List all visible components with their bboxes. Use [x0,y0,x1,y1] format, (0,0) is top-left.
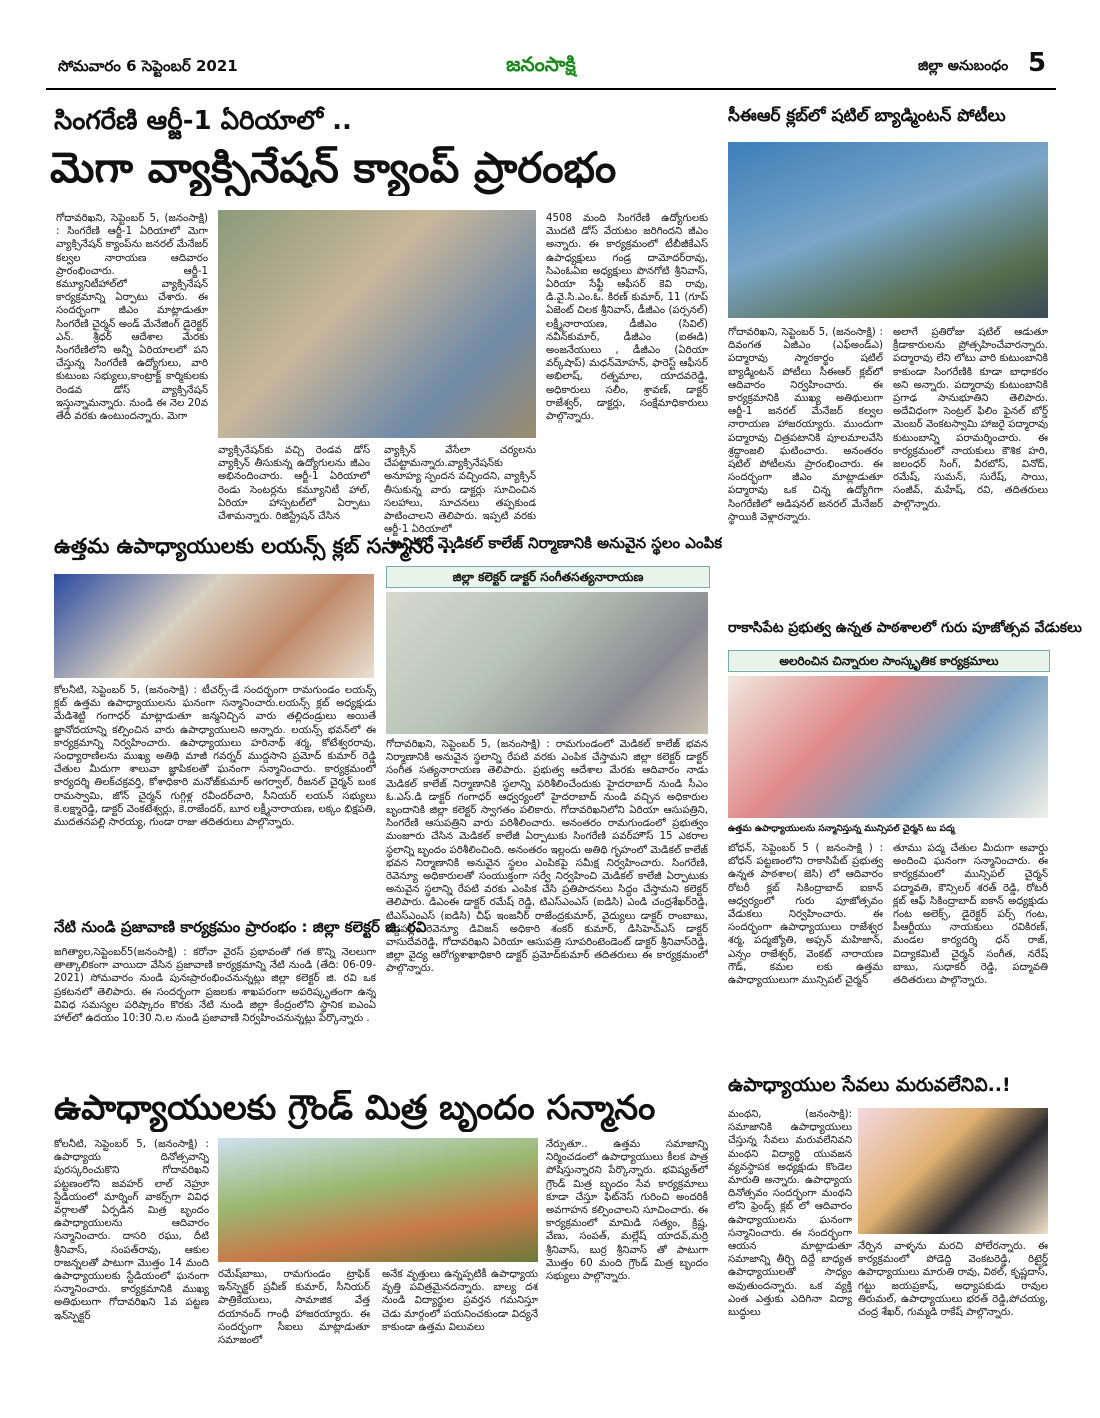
badminton-photo [728,142,1048,318]
medical-body: గోదావరిఖని, సెప్టెంబర్ 5, (జనంసాక్షి) : రామగుండంలో మెడికల్ కాలేజ్ భవన నిర్మాణానికి అనువైన స్థలాన్ని రేపటి వరకు ఎంపిక చేస్తామని జిల్లా కలెక్టర్ డాక్టర్ సంగీత సత్యనారాయణ తెలిపారు. ప్రభుత్వ ఆదేశాల మేరకు ఆదివారం నాడు మెడికల్ కాలేజ్ నిర్మాణానికి స్థలాన్ని పరిశీలించేందుకు హైదరాబాద్ నుండి సీఎం ఓ.ఎస్.డి డాక్టర్ గంగాధర్ ఆధ్వర్యంలో హైదరాబాద్ నుండి వచ్చిన అధికారుల బృందానికి జిల్లా కలెక్టర్ స్వాగతం పలికారు. గోదావరిఖనిలోని ఏరియా ఆసుపత్రిని, సింగరేణి ఆసుపత్రిని వారు పరిశీలించారు. అనంతరం రామగుండంలో ప్రభుత్వం మంజూరు చేసిన మెడికల్ కాలేజీ ఏర్పాటుకు సింగరేణి పవర్‌హౌస్ 15 ఎకరాల స్థలాన్ని బృందం పరిశీలించింది. అనంతరం ఇల్లందు అతిథి గృహంలో మెడికల్ కాలేజ్ భవన నిర్మాణానికి అనువైన స్థలం ఎంపికపై సమీక్ష నిర్వహించారు. సింగరేణి, రెవెన్యూ అధికారులతో సంయుక్తంగా సర్వే నిర్వహించి మెడికల్ కాలేజీ ఏర్పాటుకు అనువైన స్థలాన్ని రేపటి వరకు ఎంపిక చేసి ప్రతిపాదనలు సిద్ధం చేస్తామని కలెక్టర్ తెలిపారు. డిఎంఈ డాక్టర్ రమేష్ రెడ్డి, టిఎస్ఎంఎస్ (ఐడిసి) ఎండి చంద్రశేఖర్‌రెడ్డి, టిఎస్ఎంఎస్ (ఐడిసి) చీఫ్ ఇంజనీర్ రాజేంద్రకుమార్, వైద్యులు డాక్టర్ రాంబాబు, పెద్దపల్లి రెవెన్యూ డివిజన్ అధికారి శంకర్ కుమార్, డిసిహెచ్ఎస్ డాక్టర్ వాసుదేవరెడ్డి, గోదావరిఖని ఏరియా ఆసుపత్రి సూపరింటెండెంట్ డాక్టర్ శ్రీనివాస్‌రెడ్డి, జిల్లా వైద్య ఆరోగ్యశాఖాధికారి డాక్టర్ ప్రమోద్‌కుమార్ తదితరులు ఈ కార్యక్రమంలో పాల్గొన్నారు. [386,739,708,975]
grand-photo [218,1138,538,1262]
lions-body: కోలనీటి, సెప్టెంబర్ 5, (జనంసాక్షి) : టీచర్స్-డే సందర్భంగా రామగుండం లయన్స్ క్లబ్ ఉత్తమ ఉపాధ్యాయులను ఘనంగా సన్మానించారు.లయన్స్ క్లబ్ అధ్యక్షుడు మేడిశెట్టి గంగాధర్ మాట్లాడుతూ జన్మనిచ్చిన వారు తల్లిదండ్రులు అయితే జ్ఞానోదయాన్ని కల్పించిన వారు ఉపాధ్యాయులని అన్నారు. లయన్స్ భవన్‌లో ఈ కార్యక్రమాన్ని నిర్వహించారు. ఉపాధ్యాయులు హరినాథ్ శర్మ, కోటేశ్వరరావు, సంధ్యారాణిలను ముఖ్య అతిథి మాజీ గవర్నర్ ముద్దసాని ప్రమోద్ కుమార్ రెడ్డి చేతుల మీదుగా శాలువా జ్ఞాపికలతో ఘనంగా సన్మానించారు. కార్యక్రమంలో కార్యదర్శి తిలక్‌చక్రవర్తి, కోశాధికారి మనోజ్‌కుమార్ అగర్వాల్, రీజనల్ చైర్మన్ బంక రామస్వామి, జోన్ చైర్మన్ గుగ్గిళ్ల రవీందర్‌చారి, సీనియర్ లయన్ సభ్యులు కె.లక్ష్మారెడ్డి, డాక్టర్ వెంకటేశ్వర్లు, కె.రాజేందర్, బూర లక్ష్మీనారాయణ, లక్కం భిక్షపతి, ముదతనపల్లి సారయ్య, గుండా రాజు తదితరులు పాల్గొన్నారు. [54,685,376,829]
gurupuja-headline: రాకాసిపేట ప్రభుత్వ ఉన్నత పాఠశాలలో గురు పూజోత్సవ వేడుకలు [728,620,1082,636]
badminton-col2: అలాగే ప్రతిరోజు షటిల్ ఆడుతూ క్రీడాకారులను ప్రోత్సహించేవారన్నారు. పద్మారావు లేని లోటు వారి కుటుంబానికి కాకుండా సింగరేణికి కూడా బాధాకరం అని అన్నారు. పద్మారావు కుటుంబానికి ప్రగాఢ సానుభూతిని తెలిపారు. అదేవిధంగా సెంట్రల్ ఫిలిం ఫైనల్ బోర్డ్ మెంబర్ వెంకటస్వామి హాజరై పద్మారావు కుటుంబాన్ని పరామర్శించారు. ఈ కార్యక్రమంలో నాయకులు కౌశిక హరి, జలంధర్ సింగ్, వీరబోస్, వినోద్, రమేష్, సుమన్, సురేష్, సాయి, సంజీవ్, మహేష్, రవి, తదితరులు పాల్గొన్నారు. [893,327,1048,510]
gurupuja-photo [728,676,1048,818]
vaccination-col4: 4508 మంది సింగరేణి ఉద్యోగులకు మొదటి డోస్ వేయటం జరిగిందని జీఎం అన్నారు. ఈ కార్యక్రమంలో టీబీజీకేఎస్ ఉపాధ్యక్షులు గండ్ర దామోదర్‌రావు, సిఎంఓఏఐ అధ్యక్షులు పొనగోటి శ్రీనివాస్, ఏరియా సేఫ్టీ ఆఫీసర్ కెవి రావు, డి.వై.సి.ఎం.ఓ. కిరణ్ కుమార్, 11 (గూప్ ఏజెంట్ చిలక శ్రీనివాస్, డీజీఎం (పర్సనల్) లక్ష్మీనారాయణ, డీజీఎం (సివిల్) నవీన్‌కుమార్, డీజీఎం (ఐఈడి) అంజనేయులు , డీజీఎం (ఏరియా వర్క్‌షాప్) మధన్‌మోహన్, ఫారెస్ట్ ఆఫీసర్ అభిలాష్, రత్నమాల, యాదవరెడ్డి, అధికారులు సలీం, శ్రావణ్, డాక్టర్ రాజేశ్వర్, డాక్టర్లు, సంక్షేమాధికారులు పాల్గొన్నారు. [546,213,708,423]
section-name: జిల్లా అనుబంధం [918,58,1009,74]
grand-col3: అనేక వృత్తులు ఉన్నప్పటికీ ఉపాధ్యాయ వృత్తి పవిత్రమైనదన్నారు. బాల్య దశ నుండి విద్యార్థుల ప్రవర్తన గమనిస్తూ చెడు మార్గంలో పయనించకుండా విద్యనే కాకుండా ఉత్తమ విలువలు [382,1269,538,1333]
gurupuja-col2: తూము పద్మ చేతుల మీదుగా అవార్డు అందించి ఘనంగా సన్మానించారు. ఈ కార్యక్రమంలో మున్సిపల్ చైర్మన్ పద్మావతి, కౌన్సిలర్ శరత్ రెడ్డి, రోటరీ క్లబ్ ఆఫ్ సికింద్రాబాద్ ఐకాన్ అధ్యక్షుడు గంట అలెక్స్, డైరెక్టర్ పర్స్ గంట, పీఆర్టీయు నాయకులు రవికిరణ్, మండల కార్యదర్శి ధన్ రాజ్, విద్యాకమిటీ చైర్మన్ సంగీత, నరేష్ బాబు, సుధాకర్ రెడ్డి, పద్మావతి తదితరులు పాల్గొన్నారు. [893,843,1048,987]
teachers-headline: ఉపాధ్యాయుల సేవలు మరువలేనివి..! [728,1074,1011,1096]
grand-col1: కోలనీటి, సెప్టెంబర్ 5, (జనంసాక్షి) : ఉపాధ్యాయ దినోత్సవాన్ని పురస్కరించుకొని గోదావరిఖని పట్టణంలోని జవహర్ లాల్ నెహ్రూ స్టేడియంలో మార్నింగ్ వాకర్స్‌గా వివిధ వర్గాలతో ఏర్పడిన మిత్ర బృందం ఉపాధ్యాయులను ఆదివారం సన్మానించారు. దాసరి రఘు, దీటి శ్రీనివాస్, సంపత్‌రావు, ఆకుల రాజన్నలతో పాటుగా మొత్తం 14 మంది ఉపాధ్యాయులకు స్టేడియంలో ఘనంగా సన్మానించారు. కార్యక్రమానికి ముఖ్య అతిథులుగా గోదావరిఖని 1వ పట్టణ ఇన్‌స్పెక్టర్ [54,1139,209,1322]
vaccination-col2: వ్యాక్సినేషన్‌కు వచ్చి రెండవ డోస్ వ్యాక్సిన్ తీసుకున్న ఉద్యోగులను జీఎం అభినందించారు. ఆర్జీ-1 ఏరియాలో రెండు సెంటర్లను కమ్యూనిటీ హాల్, ఏరియా హాస్పటల్‌లో ఏర్పాటు చేశామన్నారు. రిజిస్ట్రేషన్ చేసిన [218,445,370,523]
badminton-headline: సీఈఆర్ క్లబ్‌లో షటిల్ బ్యాడ్మింటన్ పోటీలు [728,106,1006,126]
grand-headline: ఉపాధ్యాయులకు గ్రౌండ్ మిత్ర బృందం సన్మానం [54,1088,656,1128]
page-header [46,48,1056,84]
issue-date: సోమవారం 6 సెప్టెంబర్ 2021 [58,57,238,75]
vaccination-headline: మెగా వ్యాక్సినేషన్ క్యాంప్ ప్రారంభం [50,143,617,192]
grand-col4: నేర్పుతూ.. ఉత్తమ సమాజాన్ని నిర్మించడంలో ఉపాధ్యాయులు కీలక పాత్ర పోషిస్తున్నారని పేర్కొన్నారు. భవిష్యత్‌లో గ్రౌండ్ మిత్ర బృందం సేవ కార్యక్రమాలు కూడా చేస్తూ ఫిట్‌నెస్ గురించి అందరికీ అవగాహన కల్పించాలని సూచించారు. ఈ కార్యక్రమంలో మామిడి సత్యం, క్రిష్ణ, వేణు, సంపత్, మల్లేష్ యాదవ్,మర్రి శ్రీనివాస్, బుర్ర శ్రీనివాస్ తో పాటుగా మొత్తం 60 మంది గ్రౌండ్ మిత్ర బృందం సభ్యులు పాల్గొన్నారు. [546,1139,708,1283]
gurupuja-col1: బోధన్, సెప్టెంబర్ 5 ( జనంసాక్షి ) : బోధన్ పట్టణంలోని రాకాసిపేట్ ప్రభుత్వ ఉన్నత పాఠశాల( జెసి) లో ఆదివారం రోటరీ క్లబ్ సికింద్రాబాద్ ఐకాన్ ఆధ్వర్యంలో గురు పూజోత్సవం వేడుకలు నిర్వహించారు. ఈ సందర్భంగా ఉపాధ్యాయులు రాజేశ్వర శర్మ, పద్మజ్యోతి, అఫ్సన్ మహిజాన్, ఎన్సం రాజేశ్వర్, వెంకట్ నారాయణ గౌడ్, కమల లకు ఉత్తమ ఉపాధ్యాయులుగా మున్సిపల్ చైర్మన్ [728,843,883,987]
header-rule [46,88,1056,90]
lions-photo [54,574,374,678]
badminton-col1: గోదావరిఖని, సెప్టెంబర్ 5, (జనంసాక్షి) : దివంగత ఏజీఎం (ఎఫ్అండ్ఎ) పద్మారావు స్మారకార్థం షటిల్ బ్యాడ్మింటన్ పోటీలు సీఈఆర్ క్లబ్‌లో ఆదివారం నిర్వహించారు. ఈ కార్యక్రమానికి ముఖ్య అతిథులుగా ఆర్జీ-1 జనరల్ మేనేజర్ కల్వల నారాయణ హాజరయ్యారు. ముందుగా పద్మారావు చిత్రపటానికి పూలమాలవేసి శ్రద్ధాంజలి ఘటించారు. అనంతరం షటిల్ పోటీలను ప్రారంభించారు. ఈ సందర్భంగా జీఎం మాట్లాడుతూ పద్మారావు ఒక చిన్న ఉద్యోగిగా సింగరేణిలో అడిషనల్ జనరల్ మేనేజర్ స్థాయికి వెళ్లారన్నారు. [728,327,883,523]
medical-banner: జిల్లా కలెక్టర్ డాక్టర్ సంగీతసత్యనారాయణ [386,566,710,588]
lions-headline: ఉత్తమ ఉపాధ్యాయులకు లయన్స్ క్లబ్ సన్మానం .. [54,534,458,558]
masthead-logo: జనంసాక్షి [506,52,576,76]
page-number: 5 [1028,48,1047,78]
teachers-photo [858,1108,1048,1234]
gurupuja-caption: ఉత్తమ ఉపాధ్యాయులను సన్మానిస్తున్న మున్సిపల్ చైర్మన్ టు పద్మ [728,824,955,834]
vaccination-kicker: సింగరేణి ఆర్జీ-1 ఏరియాలో .. [54,106,352,136]
prajavani-body: జగిత్యాల,సెప్టెంబర్5(జనంసాక్షి) : కరోనా వైరస్ ప్రభావంతో గత కొన్ని నెలలుగా తాత్కాలికంగా వాయిదా వేసిన ప్రజావాణి కార్యక్రమాన్ని నేటి నుండి (తేది: 06-09-2021) సోమవారం నుండి పునఃప్రారంభించనున్నట్లు జిల్లా కలెక్టర్ జి. రవి ఒక ప్రకటనలో తెలిపారు. ఈ సందర్భంగా ప్రజలకు శాఖపరంగా అపరిష్కృతంగా ఉన్న వివిధ సమస్యల పరిష్కారం కొరకు నేటి నుండి జిల్లా కేంద్రంలోని స్థానిక ఐఎంఏ హాల్‌లో ఉదయం 10:30 ని.ల నుండి ప్రజావాణి నిర్వహించనున్నట్లు పేర్కొన్నారు . [54,947,376,1025]
teachers-col2: నేర్పిన వాళ్ళను మరచి పోలేరన్నారు. ఈ కార్యక్రమంలో పోడెద్ది వెంకటరెడ్డి, రిటైర్డ్ ఉపాధ్యాయులు మారుతి రావు, విఠల్, కృష్ణదాస్, గట్టు జయప్రకాష్, అధ్యాపకుడు రావుల తిరుమల్, ఉపాధ్యాయులు భరత్ రెడ్డి,పోచయ్య, చంద్ర శేఖర్, గుమ్మడి రాకేష్ పాల్గొన్నారు. [858,1241,1048,1319]
vaccination-col1: గోదావరిఖని, సెప్టెంబర్ 5, (జనంసాక్షి) : సింగరేణి ఆర్జీ-1 ఏరియాలో మెగా వ్యాక్సినేషన్ క్యాంప్‌ను జనరల్ మేనేజర్ కల్వల నారాయణ ఆదివారం ప్రారంభించారు. ఆర్జీ-1 కమ్యూనిటీహాల్‌లో వ్యాక్సినేషన్ కార్యక్రమాన్ని ఏర్పాటు చేశారు. ఈ సందర్భంగా జీఎం మాట్లాడుతూ సింగరేణి చైర్మన్ అండ్ మేనేజింగ్ డైరెక్టర్ ఎన్. శ్రీధర్ ఆదేశాల మేరకు సింగరేణిలోని అన్నీ ఏరియాలలో పని చేస్తున్న సింగరేణి ఉద్యోగులు, వారి కుటుంబ సభ్యులు,కాంట్రాక్ట్ కార్మికులకు రెండవ డోస్ వ్యాక్సినేషన్ ఇస్తున్నామన్నారు. నుండి ఈ నెల 20వ తేదీ వరకు ఉంటుందన్నారు. మెగా [56,213,208,423]
teachers-col1: మంథని, (జనంసాక్షి): సమాజానికి ఉపాధ్యాయులు చేస్తున్న సేవలు మరువలేనివని మంథని విద్యార్థి యువజన వ్యవస్థాపక అధ్యక్షుడు కొండెల మారుతి అన్నారు. ఉపాధ్యాయ దినోత్సవం సందర్భంగా మంథని లోని ఫ్రెండ్స్ క్లబ్ లో ఆదివారం ఉపాధ్యాయులను ఘనంగా సన్మానించారు. ఈ సందర్భంగా ఆయన మాట్లాడుతూ సమాజాన్ని తీర్చి దిద్దే బాధ్యత ఉపాధ్యాయులతో సాధ్యం అవుతుందన్నారు. ఒక వ్యక్తి ఎంత ఎత్తుకు ఎదిగినా విద్యా బుద్ధులు [728,1109,852,1319]
vaccination-photo [218,210,536,438]
grand-col2: రమేష్‌బాబు, రామగుండం ట్రాఫిక్ ఇన్‌స్పెక్టర్ ప్రవీణ్ కుమార్, సీనియర్ పాత్రికేయులు, సామాజిక వేత్త దయానంద్ గాంధీ హాజరయ్యారు. ఈ సందర్భంగా సీఐలు మాట్లాడుతూ సమాజంలో [218,1269,370,1347]
prajavani-headline: నేటి నుండి ప్రజావాణి కార్యక్రమం ప్రారంభం : జిల్లా కలెక్టర్ జి. రవి [54,918,427,936]
medical-headline: 'ఖని'లో మెడికల్ కాలేజ్ నిర్మాణానికి అనువైన స్థలం ఎంపిక [386,534,723,552]
gurupuja-banner: అలరించిన చిన్నారుల సాంస్కృతిక కార్యక్రమాలు [728,650,1050,672]
vaccination-col3: వ్యాక్సిన్ వేసేలా చర్యలను చేపట్టామన్నారు.వ్యాక్సినేషన్‌కు అనూహ్య స్పందన వచ్చిందని, వ్యాక్సిన్ తీసుకున్న వారు డాక్టర్లు సూచించిన సలహాలు, సూచనలు తప్పకుండ పాటించాలని తెలిపారు. ఇప్పటి వరకు ఆర్జీ-1 ఏరియాలో [384,445,536,536]
medical-photo [386,592,708,734]
